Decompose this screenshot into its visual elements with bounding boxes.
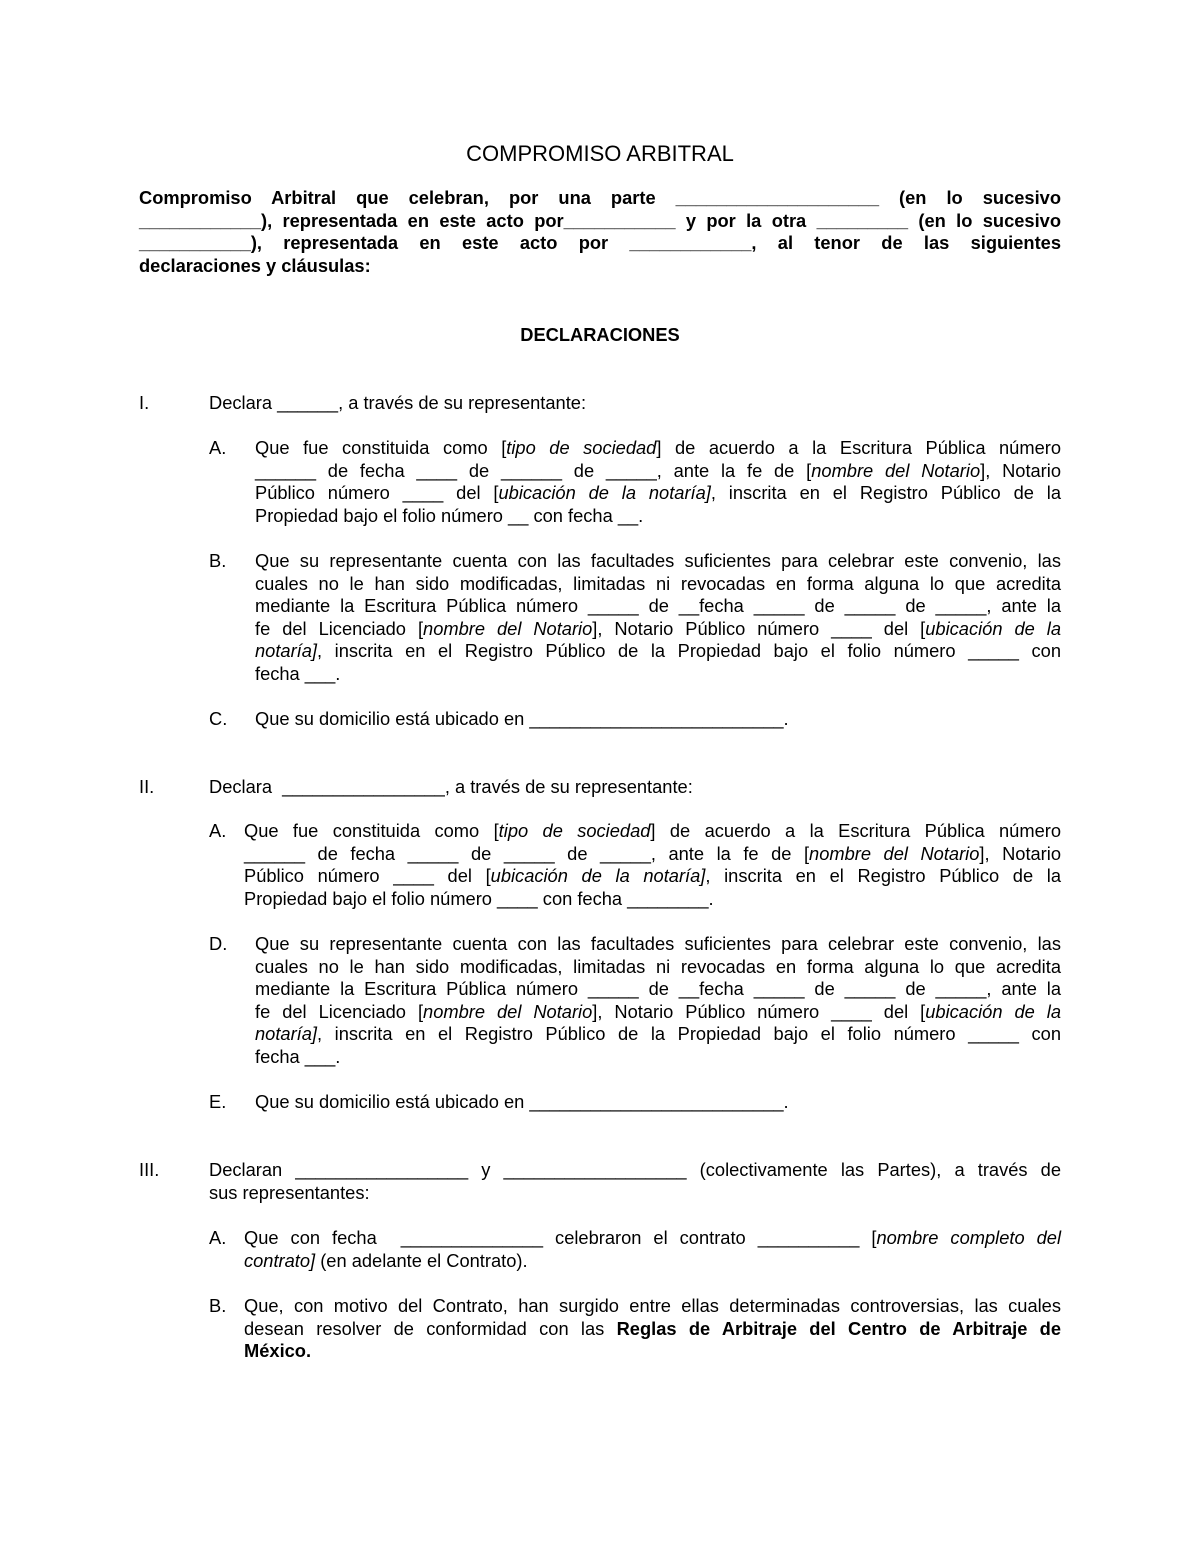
item-line: cuales no le han sido modificadas, limitadas ni revocadas en forma alguna lo que acredita bbox=[255, 572, 1061, 594]
item-letter: A. bbox=[209, 820, 227, 841]
item-line: Que su representante cuenta con las facultades suficientes para celebrar este convenio, las bbox=[255, 550, 1061, 571]
item-line: Público número ____ del [ubicación de la notaría], inscrita en el Registro Público de la bbox=[244, 865, 1061, 887]
section-text: Declara ________________, a través de su representante: bbox=[209, 776, 693, 797]
document-title: COMPROMISO ARBITRAL bbox=[466, 141, 734, 166]
section-line: Declaran _________________ y __________________ (colectivamente las Partes), a través de bbox=[209, 1159, 1061, 1180]
section-line: sus representantes: bbox=[209, 1181, 370, 1203]
item-line: Que su domicilio está ubicado en _________________________. bbox=[255, 1091, 789, 1112]
item-letter: B. bbox=[209, 550, 227, 571]
item-line: Propiedad bajo el folio número ____ con fecha ________. bbox=[244, 887, 714, 909]
item-line: fecha ___. bbox=[255, 662, 341, 684]
item-paragraph bbox=[255, 437, 1061, 527]
item-line: notaría], inscrita en el Registro Público de la Propiedad bajo el folio número _____ con bbox=[255, 640, 1061, 662]
item-letter: A. bbox=[209, 1227, 227, 1248]
section-text: Declara ______, a través de su representante: bbox=[209, 392, 587, 413]
section-numeral: I. bbox=[139, 392, 150, 413]
intro-line: Compromiso Arbitral que celebran, por una parte ____________________ (en lo sucesivo bbox=[139, 187, 1061, 208]
item-paragraph bbox=[255, 708, 1061, 731]
section-numeral: II. bbox=[139, 776, 155, 797]
section-paragraph bbox=[209, 1159, 1061, 1204]
item-letter: D. bbox=[209, 933, 228, 954]
item-paragraph bbox=[255, 1091, 1061, 1114]
item-line: México. bbox=[244, 1340, 312, 1362]
item-line: Que su domicilio está ubicado en _________________________. bbox=[255, 708, 789, 729]
item-paragraph bbox=[244, 1227, 1061, 1272]
item-line: Propiedad bajo el folio número __ con fecha __. bbox=[255, 504, 644, 526]
section-numeral: III. bbox=[139, 1159, 160, 1180]
item-line: Que su representante cuenta con las facultades suficientes para celebrar este convenio, las bbox=[255, 933, 1061, 954]
item-line: Que con fecha ______________ celebraron el contrato __________ [nombre completo del bbox=[244, 1227, 1061, 1248]
item-line: mediante la Escritura Pública número _____ de __fecha _____ de _____ de _____, ante la bbox=[255, 595, 1061, 617]
item-line: fe del Licenciado [nombre del Notario], Notario Público número ____ del [ubicación de la bbox=[255, 1000, 1061, 1022]
intro-line: declaraciones y cláusulas: bbox=[139, 254, 371, 276]
item-letter: E. bbox=[209, 1091, 227, 1112]
item-line: fe del Licenciado [nombre del Notario], Notario Público número ____ del [ubicación de la bbox=[255, 617, 1061, 639]
item-line: ______ de fecha ____ de ______ de _____, ante la fe de [nombre del Notario], Notario bbox=[255, 459, 1062, 481]
item-line: ______ de fecha _____ de _____ de _____, ante la fe de [nombre del Notario], Notario bbox=[244, 842, 1062, 864]
declaraciones-heading: DECLARACIONES bbox=[520, 324, 680, 345]
item-line: fecha ___. bbox=[255, 1045, 341, 1067]
item-letter: A. bbox=[209, 437, 227, 458]
item-paragraph bbox=[244, 820, 1061, 910]
item-line: mediante la Escritura Pública número _____ de __fecha _____ de _____ de _____, ante la bbox=[255, 978, 1061, 1000]
item-line: notaría], inscrita en el Registro Público de la Propiedad bajo el folio número _____ con bbox=[255, 1023, 1061, 1045]
item-line: cuales no le han sido modificadas, limitadas ni revocadas en forma alguna lo que acredita bbox=[255, 955, 1061, 977]
item-line: contrato] (en adelante el Contrato). bbox=[244, 1249, 528, 1271]
item-line: Que fue constituida como [tipo de sociedad] de acuerdo a la Escritura Pública número bbox=[244, 820, 1062, 841]
item-line: Público número ____ del [ubicación de la notaría], inscrita en el Registro Público de la bbox=[255, 482, 1061, 504]
item-letter: B. bbox=[209, 1295, 227, 1316]
intro-paragraph bbox=[139, 187, 1061, 277]
item-paragraph bbox=[244, 1295, 1061, 1363]
item-line: desean resolver de conformidad con las Reglas de Arbitraje del Centro de Arbitraje de bbox=[244, 1317, 1062, 1339]
item-letter: C. bbox=[209, 708, 228, 729]
item-paragraph bbox=[255, 550, 1061, 686]
intro-line: ____________), representada en este acto por___________ y por la otra _________ (en lo sucesivo bbox=[139, 209, 1061, 231]
intro-line: ___________), representada en este acto por ____________, al tenor de las siguientes bbox=[139, 232, 1061, 254]
item-paragraph bbox=[255, 933, 1061, 1069]
item-line: Que fue constituida como [tipo de sociedad] de acuerdo a la Escritura Pública número bbox=[255, 437, 1062, 458]
item-line: Que, con motivo del Contrato, han surgido entre ellas determinadas controversias, las cuales bbox=[244, 1295, 1061, 1316]
